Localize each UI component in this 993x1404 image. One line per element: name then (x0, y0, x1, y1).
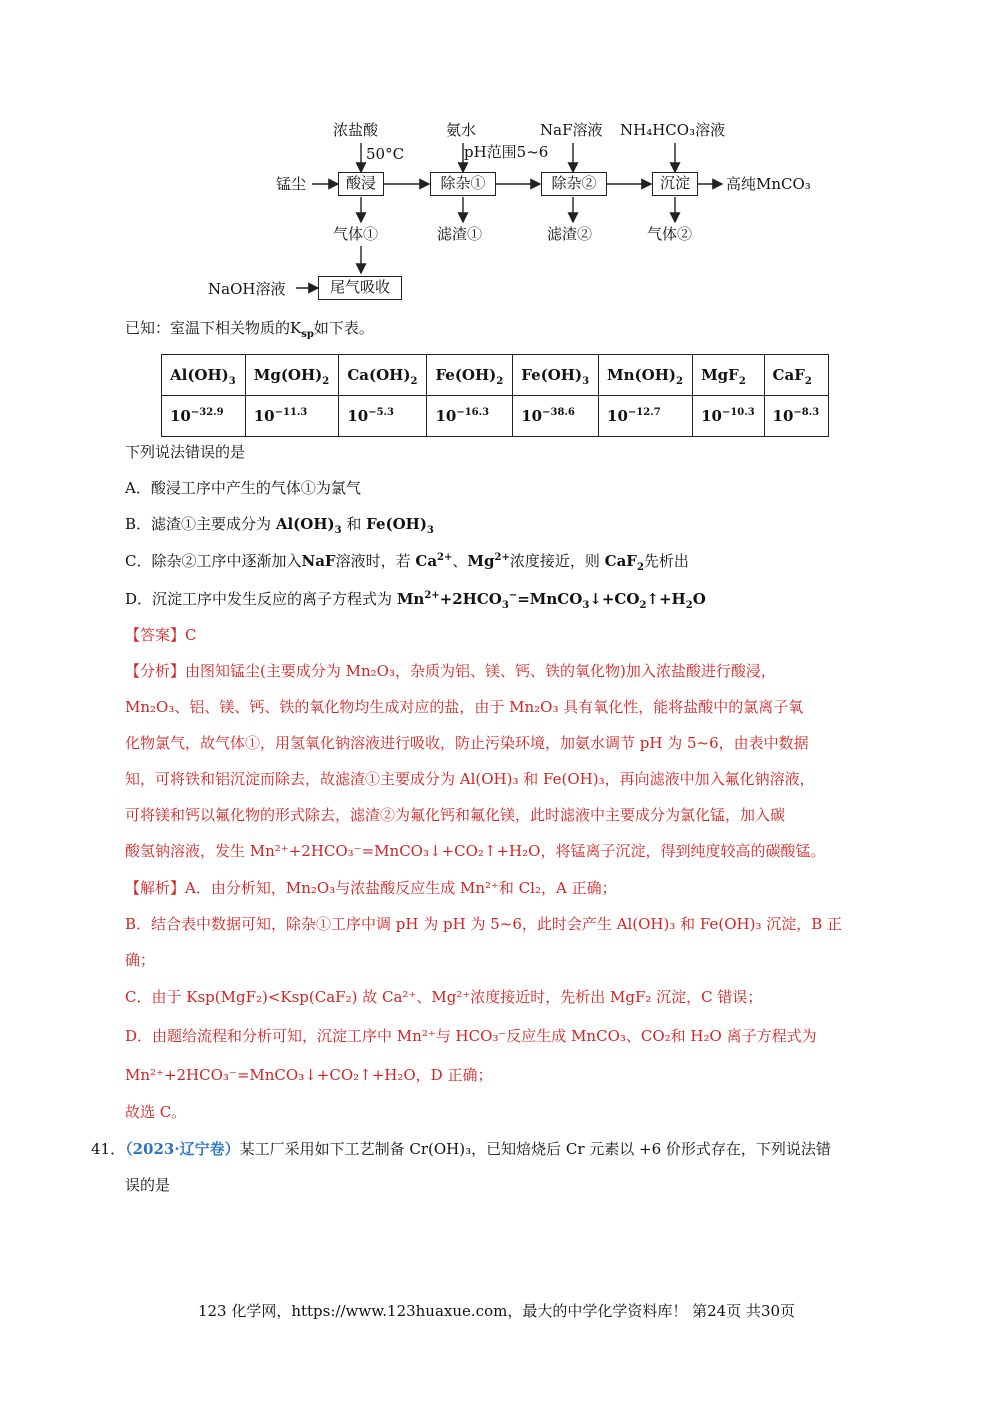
option-a: A．酸浸工序中产生的气体①为氯气 (125, 479, 361, 497)
question-stem: 下列说法错误的是 (125, 443, 246, 461)
ksp-value-cell: $10^{-5.3}$ (339, 396, 427, 437)
flow-input-temp: 50°C (366, 145, 405, 163)
explain-a: 【解析】A．由分析知，Mn₂O₃与浓盐酸反应生成 Mn²⁺和 Cl₂，A 正确； (125, 879, 617, 897)
ksp-value-cell: $10^{-11.3}$ (245, 396, 339, 437)
explain-conclusion: 故选 C。 (125, 1103, 187, 1121)
explain-d-line-1: D．由题给流程和分析可知，沉淀工序中 Mn²⁺与 HCO₃⁻反应生成 MnCO₃、CO₂和 H₂O 离子方程式为 (125, 1027, 817, 1045)
known-statement: 已知：室温下相关物质的$K_{sp}$如下表。 (125, 319, 374, 340)
flow-product: 高纯MnCO₃ (726, 175, 811, 193)
ksp-header-cell: $Fe(OH)_2$ (427, 355, 513, 396)
flow-output-residue-1: 滤渣① (437, 225, 483, 243)
question-41 (91, 1139, 831, 1159)
question-source: （2023·辽宁卷） (125, 1140, 240, 1158)
flow-input-acid: 浓盐酸 (333, 121, 379, 139)
ksp-value-cell: $10^{-16.3}$ (427, 396, 513, 437)
explain-d-line-2: Mn²⁺+2HCO₃⁻=MnCO₃↓+CO₂↑+H₂O，D 正确； (125, 1066, 493, 1084)
flow-step-purify-2: 除杂② (541, 172, 607, 196)
ksp-header-row (162, 355, 829, 396)
ksp-header-cell: $Al(OH)_3$ (162, 355, 246, 396)
ksp-header-cell: $Ca(OH)_2$ (339, 355, 427, 396)
flow-input-nh4hco3: NH₄HCO₃溶液 (620, 121, 726, 139)
analysis-line-2: Mn₂O₃、铝、镁、钙、铁的氧化物均生成对应的盐，由于 Mn₂O₃ 具有氧化性，能将盐酸中的氯离子氧 (125, 698, 804, 716)
analysis-line-5: 可将镁和钙以氟化物的形式除去，滤渣②为氟化钙和氟化镁，此时滤液中主要成分为氯化锰，加入碳 (125, 806, 786, 824)
flow-input-ph: pH范围5~6 (464, 143, 549, 161)
explain-c: C．由于 Ksp(MgF₂)<Ksp(CaF₂) 故 Ca²⁺、Mg²⁺浓度接近时，先析出 MgF₂ 沉淀，C 错误； (125, 988, 763, 1006)
question-number: 41． (91, 1140, 126, 1158)
ksp-value-cell: $10^{-32.9}$ (162, 396, 246, 437)
ksp-value-cell: $10^{-12.7}$ (599, 396, 693, 437)
flow-input-naf: NaF溶液 (540, 121, 603, 139)
flow-step-acid-leach: 酸浸 (338, 172, 384, 196)
answer-line: 【答案】C (125, 626, 197, 644)
analysis-line-4: 知，可将铁和铝沉淀而除去，故滤渣①主要成分为 Al(OH)₃ 和 Fe(OH)₃，再向滤液中加入氟化钠溶液， (125, 770, 815, 788)
ksp-header-cell: $Mg(OH)_2$ (245, 355, 339, 396)
flow-step-tail-gas: 尾气吸收 (318, 276, 402, 300)
ksp-header-cell: CaF$_2$ (764, 355, 828, 396)
ksp-table (161, 354, 829, 437)
option-d: D．沉淀工序中发生反应的离子方程式为 $Mn^{2+}+2HCO_3^-=MnCO_3↓+CO_2↑+H_2O$ (125, 590, 706, 611)
ksp-value-row (162, 396, 829, 437)
page-footer: 123 化学网，https://www.123huaxue.com，最大的中学化学资料库！ 第24页 共30页 (197, 1302, 796, 1320)
ksp-header-cell: $Mn(OH)_2$ (599, 355, 693, 396)
analysis-line-3: 化物氯气，故气体①，用氢氧化钠溶液进行吸收，防止污染环境，加氨水调节 pH 为 5~6，由表中数据 (125, 734, 809, 752)
flow-output-gas-2: 气体② (647, 225, 693, 243)
analysis-line-6: 酸氢钠溶液，发生 Mn²⁺+2HCO₃⁻=MnCO₃↓+CO₂↑+H₂O，将锰离子沉淀，得到纯度较高的碳酸锰。 (125, 842, 826, 860)
flow-raw-material: 锰尘 (276, 175, 307, 193)
option-b: B．滤渣①主要成分为 $Al(OH)_3$ 和 $Fe(OH)_3$ (125, 515, 434, 536)
explain-b-line-2: 确； (125, 951, 156, 969)
option-c: C．除杂②工序中逐渐加入NaF溶液时，若 $Ca^{2+}$、$Mg^{2+}$浓度接近，则 CaF$_2$先析出 (125, 552, 689, 573)
question-41-text-cont: 误的是 (125, 1176, 171, 1194)
flow-step-purify-1: 除杂① (430, 172, 496, 196)
ksp-value-cell: $10^{-10.3}$ (693, 396, 764, 437)
ksp-value-cell: $10^{-8.3}$ (764, 396, 828, 437)
flow-input-ammonia: 氨水 (446, 121, 477, 139)
flow-output-residue-2: 滤渣② (547, 225, 593, 243)
flow-output-gas-1: 气体① (333, 225, 379, 243)
process-flow-diagram (200, 110, 840, 310)
ksp-header-cell: $Fe(OH)_3$ (513, 355, 599, 396)
flow-step-precipitate: 沉淀 (652, 172, 698, 196)
analysis-line-1: 【分析】由图知锰尘(主要成分为 Mn₂O₃，杂质为铝、镁、钙、铁的氧化物)加入浓盐酸进行酸浸， (125, 662, 776, 680)
explain-b-line-1: B．结合表中数据可知，除杂①工序中调 pH 为 pH 为 5~6，此时会产生 Al(OH)₃ 和 Fe(OH)₃ 沉淀，B 正 (125, 915, 843, 933)
ksp-value-cell: $10^{-38.6}$ (513, 396, 599, 437)
question-41-text: 某工厂采用如下工艺制备 Cr(OH)₃，已知焙烧后 Cr 元素以 +6 价形式存在，下列说法错 (239, 1140, 831, 1158)
flow-absorb-reagent: NaOH溶液 (208, 280, 286, 298)
ksp-header-cell: MgF$_2$ (693, 355, 764, 396)
